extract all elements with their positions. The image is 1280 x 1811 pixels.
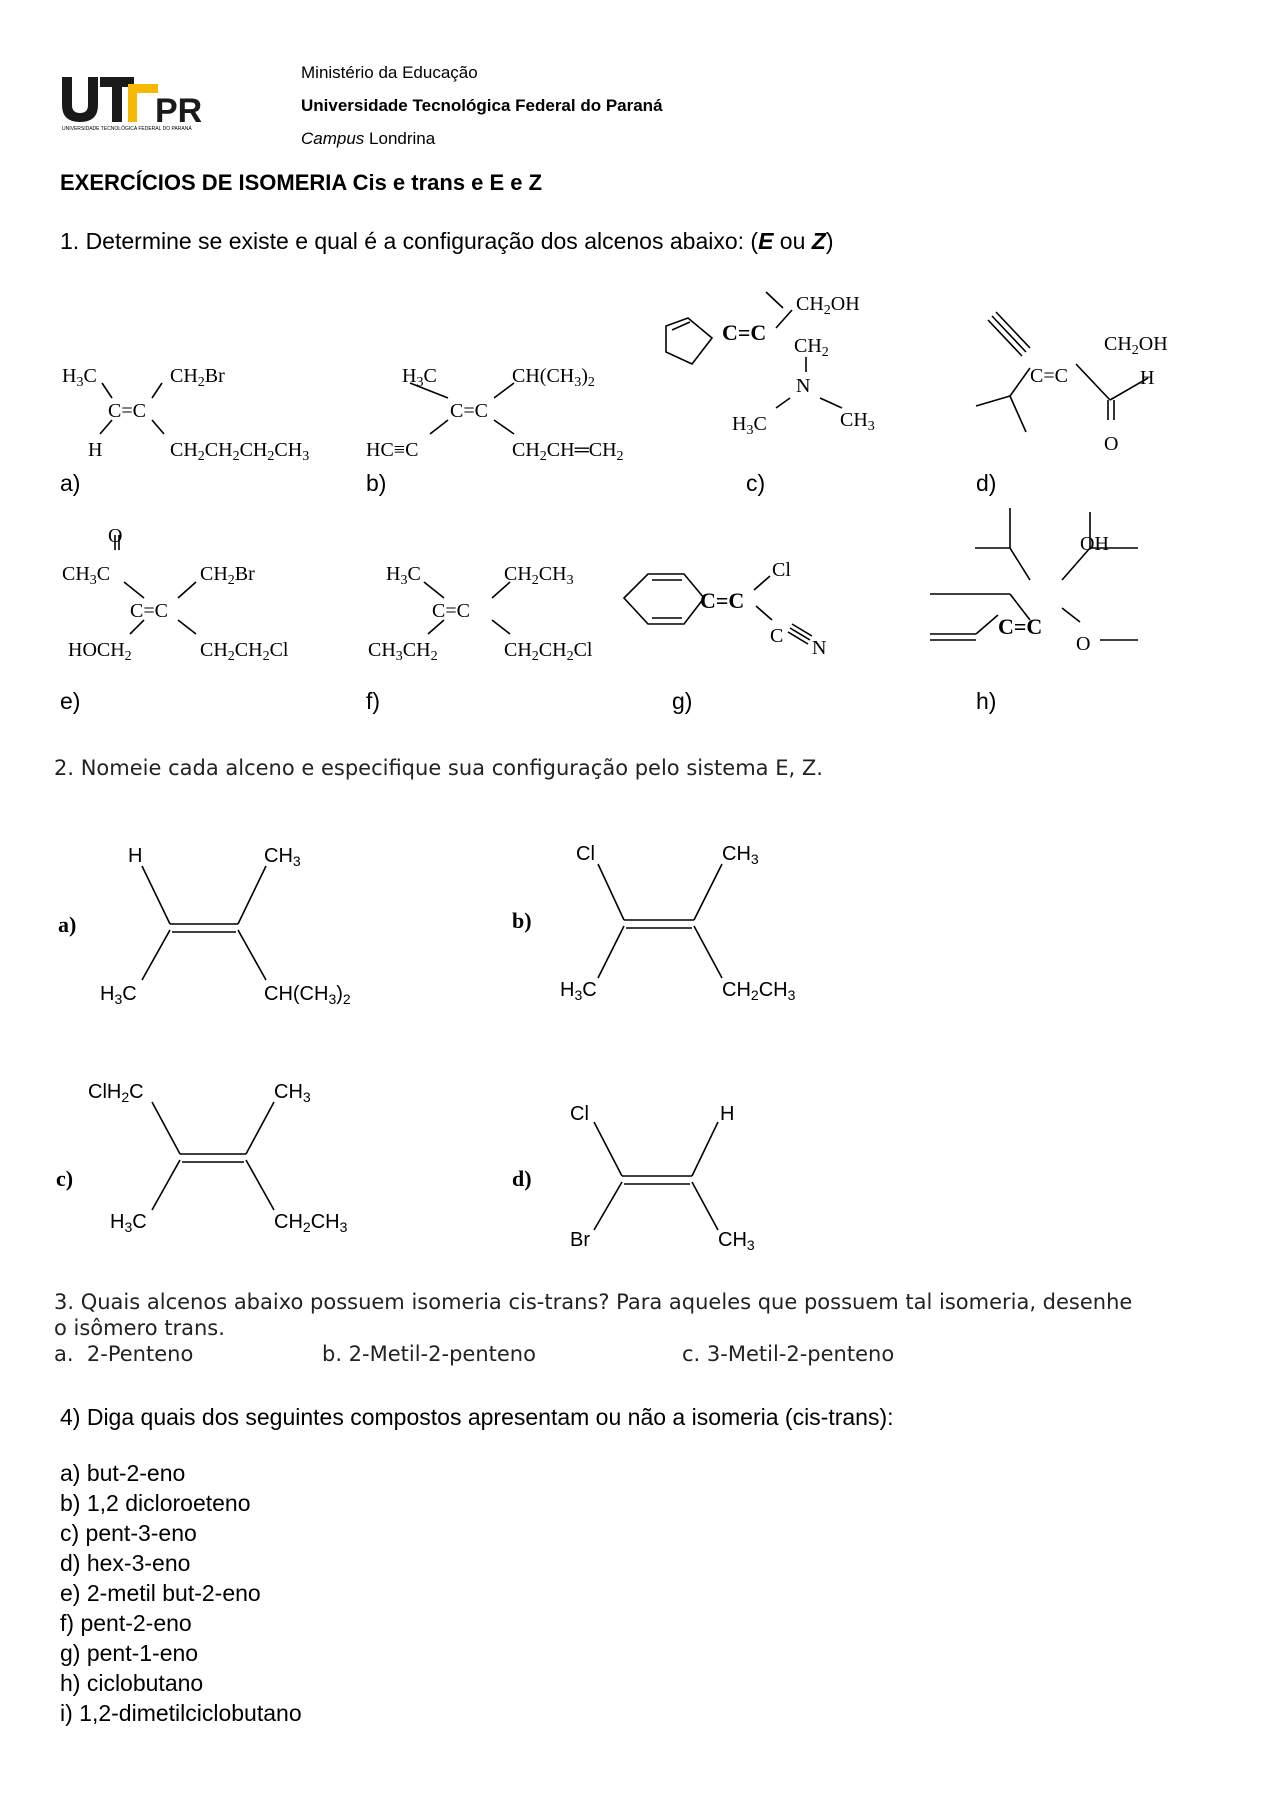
struct-a-h3c: $H_3C$ xyxy=(62,365,97,390)
svg-text:CH(CH3)2: $CH(CH_3)_2$ xyxy=(512,365,595,390)
svg-text:CH2CH═CH2: $CH_2CH═CH_2$ xyxy=(512,439,624,464)
svg-text:O: O xyxy=(1076,633,1091,655)
svg-text:Cl: Cl xyxy=(772,559,791,581)
question-2: 2. Nomeie cada alceno e especifique sua configuração pelo sistema E, Z. xyxy=(54,756,823,780)
svg-text:H3C: $H_3C$ xyxy=(386,563,421,588)
list-item: d) hex-3-eno xyxy=(60,1550,191,1576)
svg-text:CH2CH3: $CH_2CH_3$ xyxy=(504,563,574,588)
svg-text:O: O xyxy=(1104,433,1119,455)
svg-text:CH3CH2: $CH_3CH_2$ xyxy=(368,639,438,664)
svg-text:CH2Br: $CH_2Br$ xyxy=(170,365,225,390)
svg-text:C=C: C=C xyxy=(722,320,767,345)
svg-text:Br: Br xyxy=(570,1229,590,1251)
q1-label-b: b) xyxy=(366,470,387,496)
q1-label-f: f) xyxy=(366,688,381,714)
campus-italic: Campus xyxy=(301,129,365,148)
svg-text:H: H xyxy=(720,1103,735,1125)
ministry-line: Ministério da Educação xyxy=(301,63,478,82)
q1-label-d: d) xyxy=(976,470,997,496)
svg-text:Cl: Cl xyxy=(576,843,595,865)
q1-middle: ou xyxy=(773,228,812,254)
list-item: i) 1,2-dimetilciclobutano xyxy=(60,1700,302,1726)
university-logo xyxy=(60,74,210,136)
q1-label-a: a) xyxy=(60,470,81,496)
list-item: a) but-2-eno xyxy=(60,1460,186,1486)
svg-text:C=C: C=C xyxy=(108,400,146,422)
q3-item-a: a. 2-Penteno xyxy=(54,1342,194,1366)
list-item: e) 2-metil but-2-eno xyxy=(60,1580,261,1606)
svg-text:C=C: C=C xyxy=(1030,365,1068,387)
svg-text:CH2CH3: $CH_2CH_3$ xyxy=(722,979,796,1003)
svg-text:OH: OH xyxy=(1080,533,1109,555)
q2-label-a: a) xyxy=(58,912,77,937)
svg-text:CH2OH: $CH_2OH$ xyxy=(1104,333,1168,358)
svg-text:H: H xyxy=(128,845,143,867)
svg-text:H3C: $H_3C$ xyxy=(110,1211,147,1235)
svg-text:HC≡C: HC≡C xyxy=(366,439,419,461)
university-line: Universidade Tecnológica Federal do Paraná xyxy=(301,96,663,115)
q3-item-b: b. 2-Metil-2-penteno xyxy=(322,1342,536,1366)
question-1 xyxy=(60,228,834,255)
list-item: b) 1,2 dicloroeteno xyxy=(60,1490,251,1516)
svg-text:CH3: $CH_3$ xyxy=(274,1081,311,1105)
svg-text:CH2Br: $CH_2Br$ xyxy=(200,563,255,588)
svg-text:CH3: $CH_3$ xyxy=(264,845,301,869)
q1-label-e: e) xyxy=(60,688,81,714)
svg-text:H: H xyxy=(88,439,103,461)
q3-item-c: c. 3-Metil-2-penteno xyxy=(682,1342,895,1366)
question-3-line1: 3. Quais alcenos abaixo possuem isomeria cis-trans? Para aqueles que possuem tal isomeria, desenhe xyxy=(54,1290,1133,1314)
question-3-line2: o isômero trans. xyxy=(54,1316,225,1340)
svg-text:CH3: $CH_3$ xyxy=(718,1229,755,1253)
q1-e: E xyxy=(758,228,774,254)
svg-text:HOCH2: $HOCH_2$ xyxy=(68,639,132,664)
logo-pr-text: PR xyxy=(155,92,203,130)
svg-text:CH2CH2Cl: $CH_2CH_2Cl$ xyxy=(504,639,593,664)
svg-text:CH3C: $CH_3C$ xyxy=(62,563,111,588)
list-item: f) pent-2-eno xyxy=(60,1610,192,1636)
q1-label-g: g) xyxy=(672,688,693,714)
campus-line xyxy=(301,129,435,149)
q4-list xyxy=(60,1458,302,1728)
q1-label-c: c) xyxy=(746,470,766,496)
svg-text:CH2CH2Cl: $CH_2CH_2Cl$ xyxy=(200,639,289,664)
q2-label-c: c) xyxy=(56,1166,74,1191)
svg-text:N: N xyxy=(812,637,827,659)
list-item: g) pent-1-eno xyxy=(60,1640,199,1666)
svg-text:CH2OH: $CH_2OH$ xyxy=(796,293,860,318)
list-item: c) pent-3-eno xyxy=(60,1520,197,1546)
svg-text:H: H xyxy=(1140,367,1155,389)
list-item: h) ciclobutano xyxy=(60,1670,204,1696)
svg-text:H3C: $H_3C$ xyxy=(402,365,437,390)
svg-text:CH2: $CH_2$ xyxy=(794,335,829,360)
svg-text:CH3: $CH_3$ xyxy=(722,843,759,867)
svg-text:H3C: $H_3C$ xyxy=(560,979,597,1003)
q2-structures xyxy=(0,830,1280,1260)
svg-text:H3C: $H_3C$ xyxy=(732,413,767,438)
svg-text:Cl: Cl xyxy=(570,1103,589,1125)
q1-text: 1. Determine se existe e qual é a configuração dos alcenos abaixo: ( xyxy=(60,228,759,254)
svg-text:N: N xyxy=(796,375,811,397)
q1-label-h: h) xyxy=(976,688,997,714)
svg-text:CH2CH2CH2CH3: $CH_2CH_2CH_2CH_3$ xyxy=(170,439,310,464)
svg-text:O: O xyxy=(108,525,123,547)
question-4-title: 4) Diga quais dos seguintes compostos apresentam ou não a isomeria (cis-trans): xyxy=(60,1404,894,1430)
svg-text:C=C: C=C xyxy=(998,614,1043,639)
svg-text:C=C: C=C xyxy=(130,600,168,622)
q2-label-b: b) xyxy=(512,908,532,933)
page-title: EXERCÍCIOS DE ISOMERIA Cis e trans e E e Z xyxy=(60,170,543,195)
q1-structures xyxy=(0,280,1280,720)
svg-text:CH(CH3)2: $CH(CH_3)_2$ xyxy=(264,983,351,1007)
campus-name: Londrina xyxy=(369,129,436,148)
svg-text:CH3: $CH_3$ xyxy=(840,409,875,434)
q2-label-d: d) xyxy=(512,1166,532,1191)
svg-text:C: C xyxy=(770,625,784,647)
logo-subtitle: UNIVERSIDADE TECNOLÓGICA FEDERAL DO PARANÁ xyxy=(62,126,192,132)
svg-text:C=C: C=C xyxy=(432,600,470,622)
svg-text:H3C: $H_3C$ xyxy=(100,983,137,1007)
svg-text:CH2CH3: $CH_2CH_3$ xyxy=(274,1211,348,1235)
svg-text:ClH2C: ClH$_2$C xyxy=(88,1081,144,1105)
q1-z: Z xyxy=(811,228,826,254)
q1-suffix: ) xyxy=(825,228,834,254)
svg-text:C=C: C=C xyxy=(700,588,745,613)
svg-text:C=C: C=C xyxy=(450,400,488,422)
